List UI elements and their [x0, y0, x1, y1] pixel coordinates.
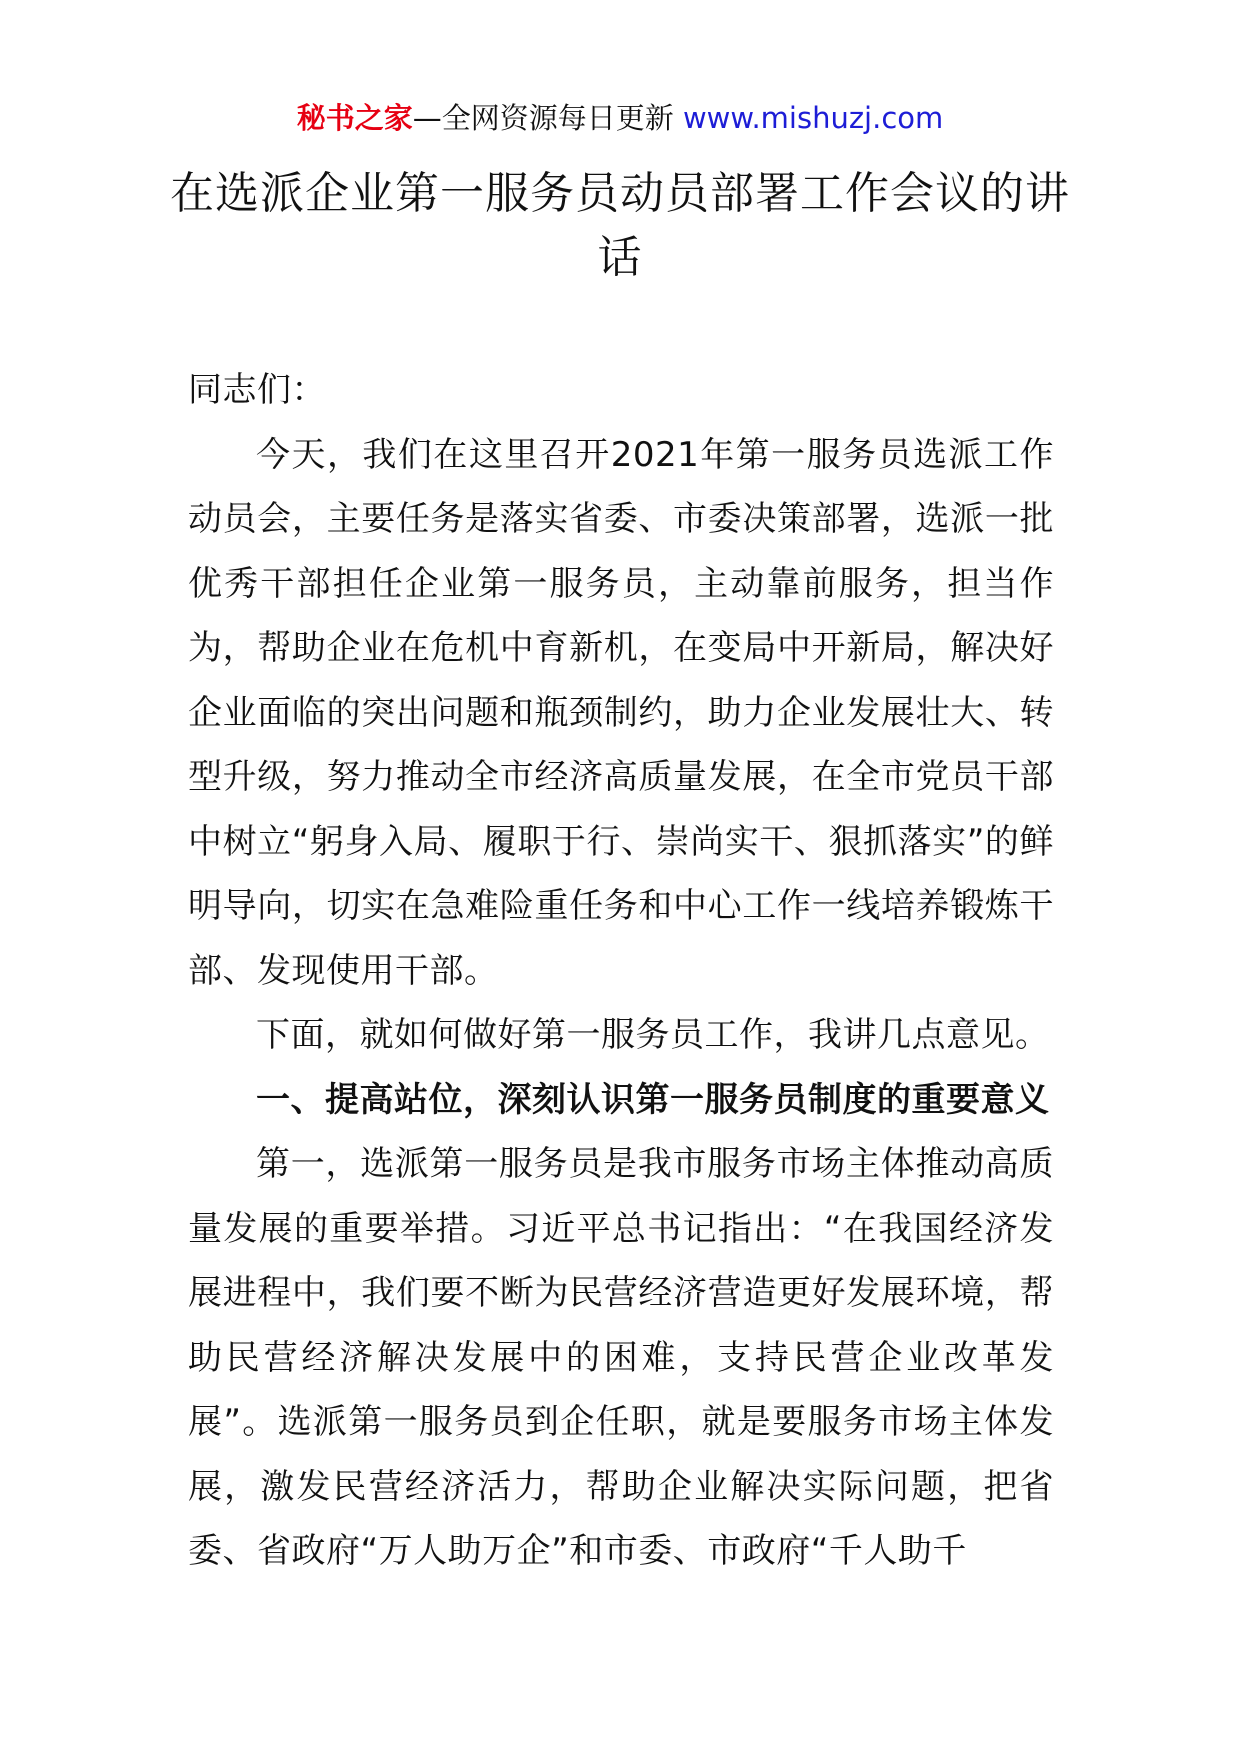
- document-title: 在选派企业第一服务员动员部署工作会议的讲话: [170, 168, 1070, 283]
- site-url-link[interactable]: www.mishuzj.com: [682, 101, 944, 135]
- salutation: 同志们：: [188, 370, 326, 410]
- section-heading: 一、提高站位，深刻认识第一服务员制度的重要意义: [256, 1079, 1050, 1120]
- site-tagline: —全网资源每日更新: [412, 101, 683, 135]
- site-brand: 秘书之家: [296, 101, 413, 135]
- paragraph-opening: 今天，我们在这里召开2021年第一服务员选派工作动员会，主要任务是落实省委、市委决策部署，选派一批优秀干部担任企业第一服务员，主动靠前服务，担当作为，帮助企业在危机中育新机，在变局中开新局，解决好企业面临的突出问题和瓶颈制约，助力企业发展壮大、转型升级，努力推动全市经济高质量发展，在全市党员干部中树立“躬身入局、履职于行、崇尚实干、狠抓落实”的鲜明导向，切实在急难险重任务和中心工作一线培养锻炼干部、发现使用干部。: [188, 434, 1054, 991]
- paragraph-section-one: 第一，选派第一服务员是我市服务市场主体推动高质量发展的重要举措。习近平总书记指出：“在我国经济发展进程中，我们要不断为民营经济营造更好发展环境，帮助民营经济解决发展中的困难，支持民营企业改革发展”。选派第一服务员到企任职，就是要服务市场主体发展，激发民营经济活力，帮助企业解决实际问题，把省委、省政府“万人助万企”和市委、市政府“千人助千: [188, 1144, 1054, 1571]
- document-body: [188, 358, 1054, 1584]
- site-header: [0, 98, 1240, 138]
- paragraph-transition: 下面，就如何做好第一服务员工作，我讲几点意见。: [256, 1015, 1050, 1055]
